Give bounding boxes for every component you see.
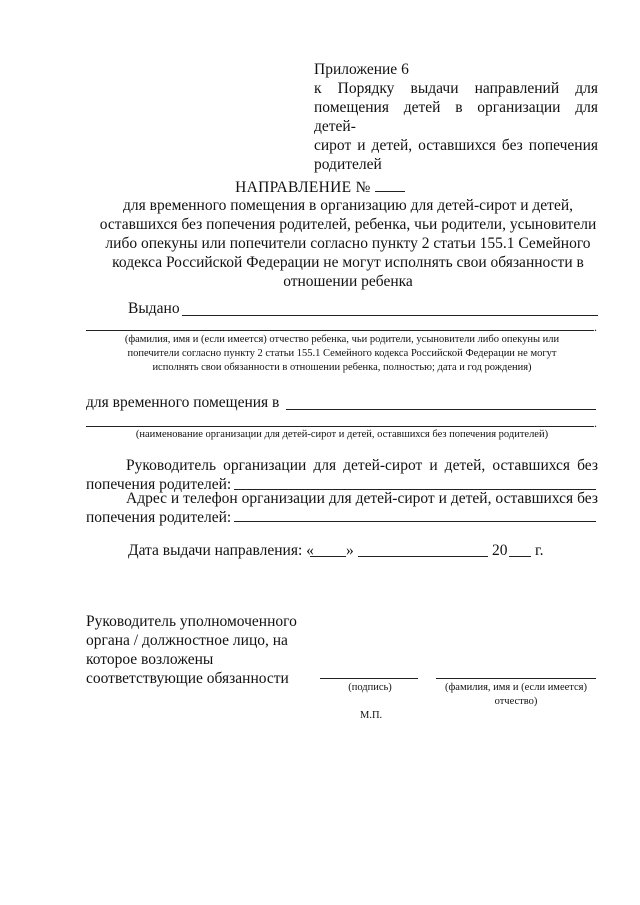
appendix-line-5: родителей (314, 156, 382, 173)
issued-caption (86, 333, 598, 375)
purpose-line-4: кодекса Российской Федерации не могут исполнять свои обязанности в (112, 254, 584, 271)
fullname-caption (426, 681, 606, 709)
date-label: Дата выдачи направления: « (128, 542, 314, 559)
address-line-2: попечения родителей: (86, 509, 232, 526)
placement-label: для временного помещения в (86, 394, 280, 411)
issued-caption-line-1: (фамилия, имя и (если имеется) отчество ребенка, чьи родители, усыновители либо опекуны или (124, 334, 560, 345)
date-year-field[interactable] (509, 556, 531, 557)
appendix-line-1: Приложение 6 (314, 61, 409, 78)
signer-line-2: органа / должностное лицо, на (86, 632, 288, 649)
issued-field-period: . (594, 320, 597, 334)
signature-caption: (подпись) (348, 682, 392, 693)
document-purpose (92, 196, 604, 291)
appendix-line-4: сирот и детей, оставшихся без попечения (314, 137, 598, 154)
purpose-line-1: для временного помещения в организацию для детей-сирот и детей, (123, 197, 573, 214)
date-year-suffix: г. (535, 542, 544, 559)
address-line-1: Адрес и телефон организации для детей-сирот и детей, оставшихся без (126, 490, 598, 507)
signer-line-3: которое возложены (86, 651, 214, 668)
issued-caption-line-3: исполнять свои обязанности в отношении ребенка, полностью; дата и год рождения) (152, 362, 532, 373)
address-field[interactable] (234, 521, 596, 522)
placement-caption: (наименование организации для детей-сирот и детей, оставшихся без попечения родителей) (135, 429, 549, 440)
appendix-line-2: к Порядку выдачи направлений для (314, 80, 598, 97)
document-number-field[interactable] (375, 179, 405, 192)
issued-caption-line-2: попечители согласно пункту 2 статьи 155.1 Семейного кодекса Российской Федерации не могут (127, 348, 557, 359)
stamp-place: М.П. (360, 710, 383, 721)
appendix-reference (314, 60, 598, 174)
purpose-line-2: оставшихся без попечения родителей, ребенка, чьи родители, усыновители (99, 216, 597, 233)
signature-field[interactable] (320, 678, 418, 679)
signer-block (86, 612, 316, 688)
purpose-line-5: отношении ребенка (283, 273, 413, 290)
fullname-caption-line-1: (фамилия, имя и (если имеется) (445, 682, 587, 693)
issued-field-continuation[interactable] (86, 330, 594, 331)
date-month-field[interactable] (358, 556, 488, 557)
purpose-line-3: либо опекуны или попечители согласно пункту 2 статьи 155.1 Семейного (105, 235, 591, 252)
document-title (0, 178, 640, 197)
appendix-line-3: помещения детей в организации для детей- (314, 99, 598, 135)
signer-line-4: соответствующие обязанности (86, 670, 289, 687)
placement-field[interactable] (286, 409, 596, 410)
issued-label: Выдано (128, 300, 180, 317)
fullname-caption-line-2: отчество) (494, 696, 538, 707)
fullname-field[interactable] (436, 678, 596, 679)
date-close-quote: » (346, 542, 354, 559)
date-day-field[interactable] (310, 556, 346, 557)
document-title-text: НАПРАВЛЕНИЕ № (235, 179, 371, 196)
issued-field[interactable] (182, 315, 598, 316)
signer-line-1: Руководитель уполномоченного (86, 613, 297, 630)
head-line-2: попечения родителей: (86, 476, 232, 493)
date-year-prefix: 20 (492, 542, 508, 559)
placement-field-continuation[interactable] (86, 426, 594, 427)
placement-field-period: . (594, 416, 597, 430)
head-line-1: Руководитель организации для детей-сирот и детей, оставшихся без (126, 457, 598, 474)
